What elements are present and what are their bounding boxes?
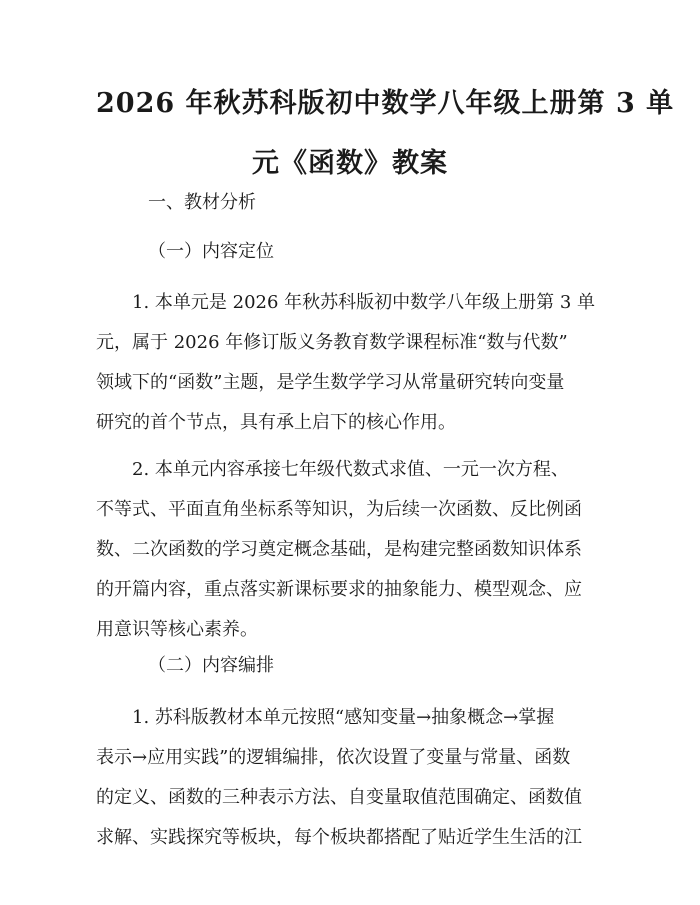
paragraph-line: 用意识等核心素养。 — [96, 619, 258, 640]
section-heading-textbook-analysis: 一、教材分析 — [148, 192, 256, 213]
paragraph-line: 求解、实践探究等板块，每个板块都搭配了贴近学生生活的江 — [96, 827, 582, 848]
subsection-heading-content-arrangement: （二）内容编排 — [148, 655, 274, 676]
paragraph-line: 不等式、平面直角坐标系等知识，为后续一次函数、反比例函 — [96, 499, 582, 520]
paragraph-line: 领域下的“函数”主题，是学生数学学习从常量研究转向变量 — [96, 372, 565, 393]
paragraph-line: 1. 苏科版教材本单元按照“感知变量→抽象概念→掌握 — [132, 707, 555, 728]
paragraph-line: 表示→应用实践”的逻辑编排，依次设置了变量与常量、函数 — [96, 747, 571, 768]
paragraph-line: 数、二次函数的学习奠定概念基础，是构建完整函数知识体系 — [96, 539, 582, 560]
paragraph-line: 2. 本单元内容承接七年级代数式求值、一元一次方程、 — [132, 459, 569, 480]
title-line-1: 2026 年秋苏科版初中数学八年级上册第 3 单 — [96, 88, 675, 119]
paragraph-line: 研究的首个节点，具有承上启下的核心作用。 — [96, 412, 456, 433]
document-title — [96, 82, 675, 186]
paragraph-2 — [96, 450, 604, 650]
paragraph-line: 的开篇内容，重点落实新课标要求的抽象能力、模型观念、应 — [96, 579, 582, 600]
paragraph-line: 元，属于 2026 年修订版义务教育数学课程标准“数与代数” — [96, 332, 568, 353]
paragraph-line: 的定义、函数的三种表示方法、自变量取值范围确定、函数值 — [96, 787, 582, 808]
paragraph-line: 1. 本单元是 2026 年秋苏科版初中数学八年级上册第 3 单 — [132, 292, 596, 313]
subsection-heading-content-positioning: （一）内容定位 — [148, 241, 274, 262]
paragraph-1 — [96, 283, 604, 443]
paragraph-3 — [96, 698, 604, 858]
title-line-2: 元《函数》教案 — [252, 148, 448, 179]
